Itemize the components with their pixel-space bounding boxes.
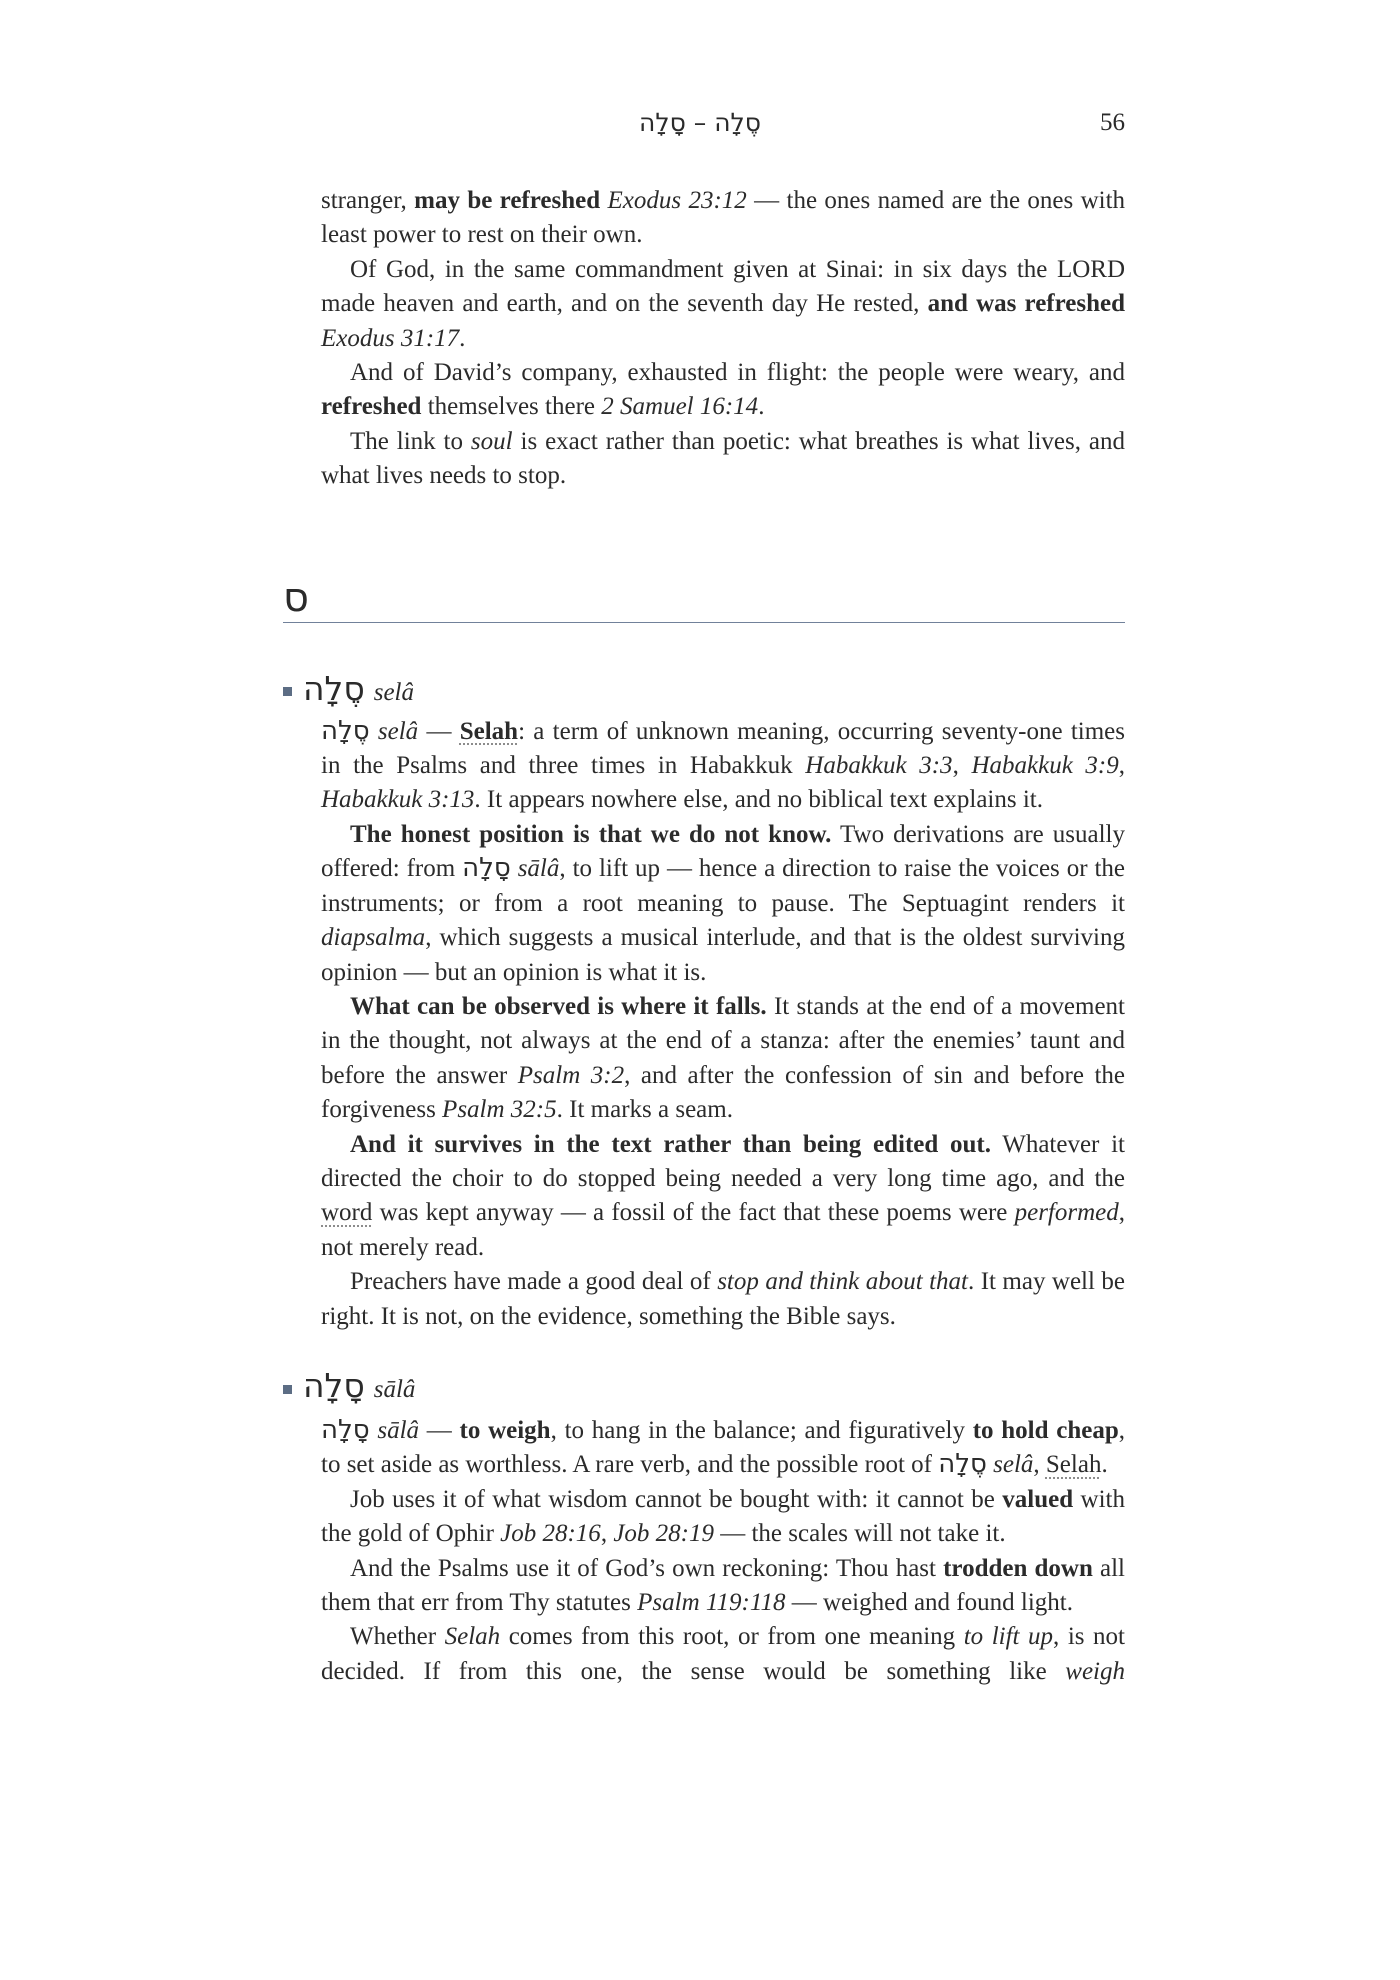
cross-link[interactable]: Selah xyxy=(1045,1451,1102,1479)
text-run: — xyxy=(419,1416,460,1444)
text-run: And of David’s company, exhausted in flight: the people were weary, and xyxy=(350,359,1125,387)
text-run: And the Psalms use it of God’s own reckoning: Thou hast xyxy=(350,1554,944,1582)
emphasis: soul xyxy=(470,427,513,455)
transliteration: selâ xyxy=(377,717,419,745)
gloss: valued xyxy=(1002,1485,1074,1513)
transliteration: selâ xyxy=(993,1451,1034,1479)
text-column xyxy=(283,184,1126,1689)
text-run: , to lift up — hence a direction to raise the voices or the instruments; or from a root meaning to pause. The Septuagint renders it xyxy=(321,855,1126,917)
text-run: , xyxy=(1033,1451,1046,1479)
text-run xyxy=(370,718,378,745)
entry-headword-line xyxy=(283,1364,1125,1408)
text-run: It stands at the end of a movement in the thought, not always at the end of a stanza: after the enemies’ taunt and before the answer xyxy=(321,992,1125,1089)
text-run: . xyxy=(1101,1451,1108,1479)
running-head xyxy=(0,104,1400,142)
scripture-ref: Habakkuk 3:9 xyxy=(971,752,1119,780)
scripture-ref: 2 Samuel 16:14 xyxy=(601,393,759,421)
paragraph xyxy=(321,356,1125,425)
text-run: The link to xyxy=(350,427,471,455)
scripture-ref: Psalm 119:118 xyxy=(637,1589,786,1616)
headword-transliteration: sālâ xyxy=(373,1375,416,1403)
text-run: Whatever it directed the choir to do stopped being needed a very long time ago, and the xyxy=(321,1130,1125,1192)
scripture-ref: Habakkuk 3:13 xyxy=(321,786,475,814)
paragraph xyxy=(321,1620,1125,1689)
text-run: with the gold of Ophir xyxy=(321,1485,1125,1548)
text-run xyxy=(600,187,607,214)
emphasis: weigh xyxy=(1065,1657,1125,1685)
paragraph xyxy=(321,1265,1125,1334)
paragraph xyxy=(321,715,1125,818)
emphasis: stop and think about that xyxy=(717,1268,968,1296)
paragraph xyxy=(321,818,1125,990)
gloss: may be refreshed xyxy=(414,187,601,214)
lexicon-entry xyxy=(303,1364,1126,1689)
hebrew-word: סֶלָה xyxy=(321,715,370,746)
paragraph xyxy=(321,425,1125,494)
page-number: 56 xyxy=(1100,109,1125,136)
text-run: — the scales will not take it. xyxy=(713,1520,1006,1548)
text-run: . It appears nowhere else, and no biblical text explains it. xyxy=(474,786,1043,814)
scripture-ref: Job 28:16 xyxy=(500,1520,601,1548)
text-run: , xyxy=(600,1520,614,1548)
hebrew-word: סָלָה xyxy=(462,853,511,884)
text-run: all them that err from Thy statutes xyxy=(321,1554,1125,1616)
text-run: was kept anyway — a fossil of the fact that these poems were xyxy=(372,1199,1015,1227)
continued-entry-text xyxy=(321,184,1125,494)
paragraph xyxy=(321,184,1125,253)
entry-headword-line xyxy=(283,667,1125,711)
text-run: — the ones named are the ones with least power to rest on their own. xyxy=(321,187,1126,249)
gloss-link[interactable]: Selah xyxy=(459,717,519,745)
text-run: . It marks a seam. xyxy=(556,1096,733,1124)
text-run: — xyxy=(418,717,460,745)
running-head-title: סֶלָה – סָלָה xyxy=(639,108,761,137)
text-run: , to set aside as worthless. A rare verb, and the possible root of xyxy=(321,1416,1126,1479)
text-run: . xyxy=(459,324,466,352)
paragraph xyxy=(321,1414,1125,1483)
gloss: trodden down xyxy=(943,1554,1093,1582)
paragraph xyxy=(321,1128,1125,1266)
text-run: , and after the confession of sin and before the forgiveness xyxy=(321,1061,1125,1124)
emphasis: Selah xyxy=(444,1623,501,1651)
scripture-ref: Job 28:19 xyxy=(613,1520,714,1548)
text-run: . xyxy=(758,393,765,421)
text-run: , is not decided. If from this one, the sense would be something like xyxy=(321,1623,1125,1685)
entry-body xyxy=(321,715,1125,1334)
paragraph xyxy=(321,253,1125,356)
gloss: and was refreshed xyxy=(927,290,1125,318)
text-run: stranger, xyxy=(321,187,415,214)
gloss: to hold cheap xyxy=(972,1416,1119,1444)
text-run: , xyxy=(952,752,972,780)
lexicon-entry xyxy=(303,667,1126,1334)
text-run: Preachers have made a good deal of xyxy=(350,1268,718,1296)
headword-transliteration: selâ xyxy=(373,678,415,706)
text-run: — weighed and found light. xyxy=(785,1589,1073,1616)
entry-body xyxy=(321,1414,1125,1689)
square-bullet-icon xyxy=(283,687,292,696)
emphasis: to lift up xyxy=(963,1623,1054,1651)
scripture-ref: Habakkuk 3:3 xyxy=(805,752,953,780)
square-bullet-icon xyxy=(283,1385,292,1394)
headword: סָלָה xyxy=(303,1365,365,1405)
transliteration: sālâ xyxy=(377,1416,420,1444)
lead-sentence: What can be observed is where it falls. xyxy=(350,992,767,1020)
text-run: comes from this root, or from one meaning xyxy=(500,1623,964,1651)
text-run xyxy=(511,855,518,882)
text-run: Two derivations are usually offered: from xyxy=(321,820,1125,883)
text-run: , which suggests a musical interlude, and that is the oldest surviving opinion — but an opinion is what it is. xyxy=(321,924,1125,986)
scripture-ref: Exodus 31:17 xyxy=(321,324,460,352)
gloss: refreshed xyxy=(321,393,422,421)
paragraph xyxy=(321,990,1125,1128)
section-letter: ס xyxy=(283,574,309,621)
headword: סֶלָה xyxy=(303,668,365,708)
text-run: , xyxy=(1118,752,1125,780)
text-run: . It may well be right. It is not, on the evidence, something the Bible says. xyxy=(321,1268,1125,1330)
hebrew-word: סָלָה xyxy=(321,1414,370,1445)
text-run: : a term of unknown meaning, occurring seventy-one times in the Psalms and three times in Habakkuk xyxy=(321,717,1125,780)
emphasis: diapsalma xyxy=(321,924,426,952)
letter-section-header xyxy=(283,568,1125,623)
hebrew-word: סֶלָה xyxy=(938,1449,987,1480)
scripture-ref: Psalm 3:2 xyxy=(517,1061,625,1089)
lead-sentence: The honest position is that we do not know. xyxy=(350,820,832,848)
text-run: , not merely read. xyxy=(321,1199,1125,1261)
paragraph xyxy=(321,1552,1125,1621)
text-run: Job uses it of what wisdom cannot be bought with: it cannot be xyxy=(350,1485,1003,1513)
scripture-ref: Exodus 23:12 xyxy=(607,187,747,214)
paragraph xyxy=(321,1483,1125,1552)
lead-sentence: And it survives in the text rather than being edited out. xyxy=(350,1130,991,1158)
gloss: to weigh xyxy=(459,1416,551,1444)
cross-link[interactable]: word xyxy=(321,1199,373,1227)
text-run: is exact rather than poetic: what breathes is what lives, and what lives needs to stop. xyxy=(321,427,1125,490)
transliteration: sālâ xyxy=(517,855,560,883)
text-run: themselves there xyxy=(421,393,602,421)
emphasis: performed xyxy=(1014,1199,1119,1227)
text-run: Of God, in the same commandment given at Sinai: in six days the LORD made heaven and earth, and on the seventh day He rested, xyxy=(321,255,1125,318)
scripture-ref: Psalm 32:5 xyxy=(442,1096,557,1124)
text-run: , to hang in the balance; and figuratively xyxy=(550,1416,973,1444)
text-run: Whether xyxy=(350,1623,445,1651)
